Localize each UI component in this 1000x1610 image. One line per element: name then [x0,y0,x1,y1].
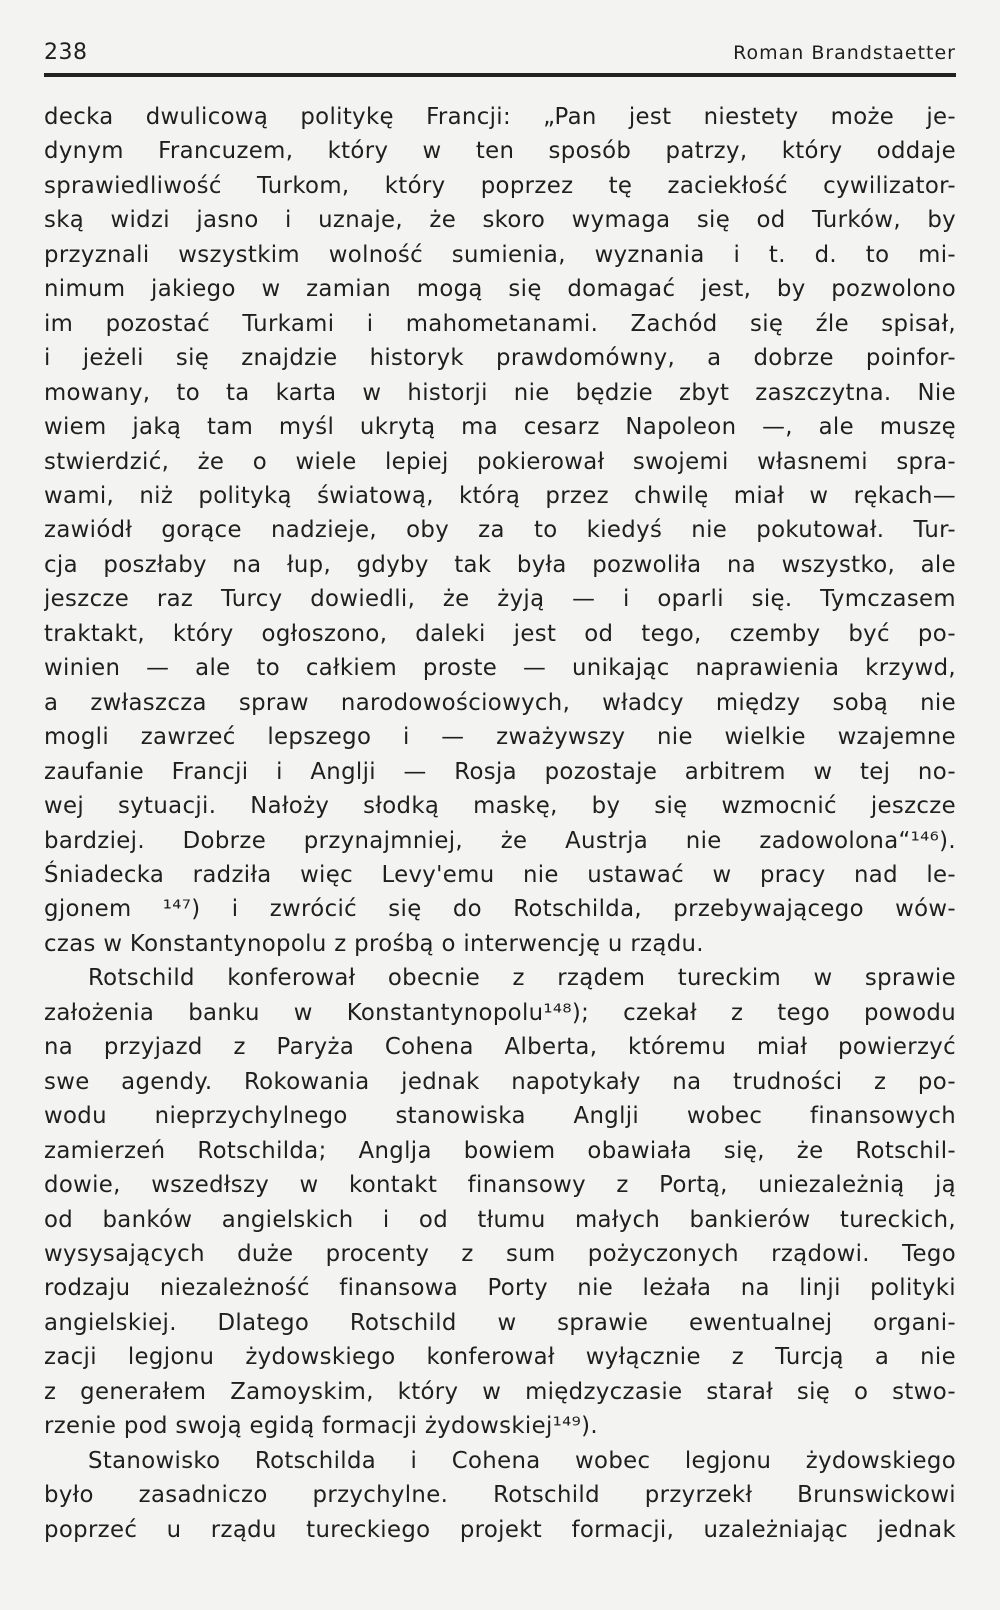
text-line: na przyjazd z Paryża Cohena Alberta, któremu miał powierzyć [44,1034,956,1061]
text-line: wami, niż polityką światową, którą przez chwilę miał w rękach— [44,482,956,509]
text-line: ską widzi jasno i uznaje, że skoro wymaga się od Turków, by [44,207,956,234]
text-line: bardziej. Dobrze przynajmniej, że Austrja nie zadowolona“¹⁴⁶). [44,827,956,854]
running-head: Roman Brandstaetter [733,42,956,64]
text-line: gjonem ¹⁴⁷) i zwrócić się do Rotschilda, przebywającego wów- [44,896,956,923]
text-line: Śniadecka radziła więc Levy'emu nie ustawać w pracy nad le- [44,861,956,888]
text-line: mowany, to ta karta w historji nie będzie zbyt zaszczytna. Nie [44,379,956,406]
paragraph [44,961,956,1443]
text-line: wodu nieprzychylnego stanowiska Anglji wobec finansowych [44,1103,956,1130]
body-text [44,100,956,1547]
text-line: wiem jaką tam myśl ukrytą ma cesarz Napoleon —, ale muszę [44,414,956,441]
text-line: i jeżeli się znajdzie historyk prawdomówny, a dobrze poinfor- [44,345,956,372]
text-line: zawiódł gorące nadzieje, oby za to kiedyś nie pokutował. Tur- [44,517,956,544]
text-line: wej sytuacji. Nałoży słodką maskę, by się wzmocnić jeszcze [44,793,956,820]
text-line: rodzaju niezależność finansowa Porty nie leżała na linji polityki [44,1275,956,1302]
text-line: było zasadniczo przychylne. Rotschild przyrzekł Brunswickowi [44,1482,956,1509]
text-line: od banków angielskich i od tłumu małych bankierów tureckich, [44,1206,956,1233]
text-line: a zwłaszcza spraw narodowościowych, władcy między sobą nie [44,689,956,716]
paragraph [44,100,956,961]
header-rule [44,73,956,77]
text-line: nimum jakiego w zamian mogą się domagać jest, by pozwolono [44,276,956,303]
text-line: zacji legjonu żydowskiego konferował wyłącznie z Turcją a nie [44,1344,956,1371]
text-line: założenia banku w Konstantynopolu¹⁴⁸); czekał z tego powodu [44,999,956,1026]
text-line: czas w Konstantynopolu z prośbą o interwencję u rządu. [44,930,704,957]
text-line: przyznali wszystkim wolność sumienia, wyznania i t. d. to mi- [44,241,956,268]
page-number: 238 [44,40,88,65]
text-line: swe agendy. Rokowania jednak napotykały na trudności z po- [44,1068,956,1095]
text-line: zaufanie Francji i Anglji — Rosja pozostaje arbitrem w tej no- [44,758,956,785]
text-line: dowie, wszedłszy w kontakt finansowy z Portą, uniezależnią ją [44,1172,956,1199]
text-line: Rotschild konferował obecnie z rządem tureckim w sprawie [88,965,956,992]
text-line: poprzeć u rządu tureckiego projekt formacji, uzależniając jednak [44,1516,956,1543]
text-line: decka dwulicową politykę Francji: „Pan jest niestety może je- [44,104,956,130]
text-line: angielskiej. Dlatego Rotschild w sprawie ewentualnej organi- [44,1309,956,1336]
text-line: traktakt, który ogłoszono, daleki jest od tego, czemby być po- [44,620,956,647]
text-line: winien — ale to całkiem proste — unikając naprawienia krzywd, [44,655,956,682]
paragraph [44,1444,956,1547]
text-line: dynym Francuzem, który w ten sposób patrzy, który oddaje [44,138,956,165]
text-line: jeszcze raz Turcy dowiedli, że żyją — i oparli się. Tymczasem [44,586,956,613]
text-line: im pozostać Turkami i mahometanami. Zachód się źle spisał, [44,310,956,337]
text-line: stwierdzić, że o wiele lepiej pokierował swojemi własnemi spra- [44,448,956,475]
text-line: Stanowisko Rotschilda i Cohena wobec legjonu żydowskiego [88,1447,956,1474]
text-line: rzenie pod swoją egidą formacji żydowskiej¹⁴⁹). [44,1413,598,1440]
page-header [44,40,956,70]
text-line: zamierzeń Rotschilda; Anglja bowiem obawiała się, że Rotschil- [44,1137,956,1164]
text-line: wysysających duże procenty z sum pożyczonych rządowi. Tego [44,1240,956,1267]
text-line: mogli zawrzeć lepszego i — zważywszy nie wielkie wzajemne [44,724,956,751]
text-line: z generałem Zamoyskim, który w międzyczasie starał się o stwo- [44,1378,956,1405]
text-line: cja poszłaby na łup, gdyby tak była pozwoliła na wszystko, ale [44,551,956,578]
text-line: sprawiedliwość Turkom, który poprzez tę zaciekłość cywilizator- [44,172,956,199]
